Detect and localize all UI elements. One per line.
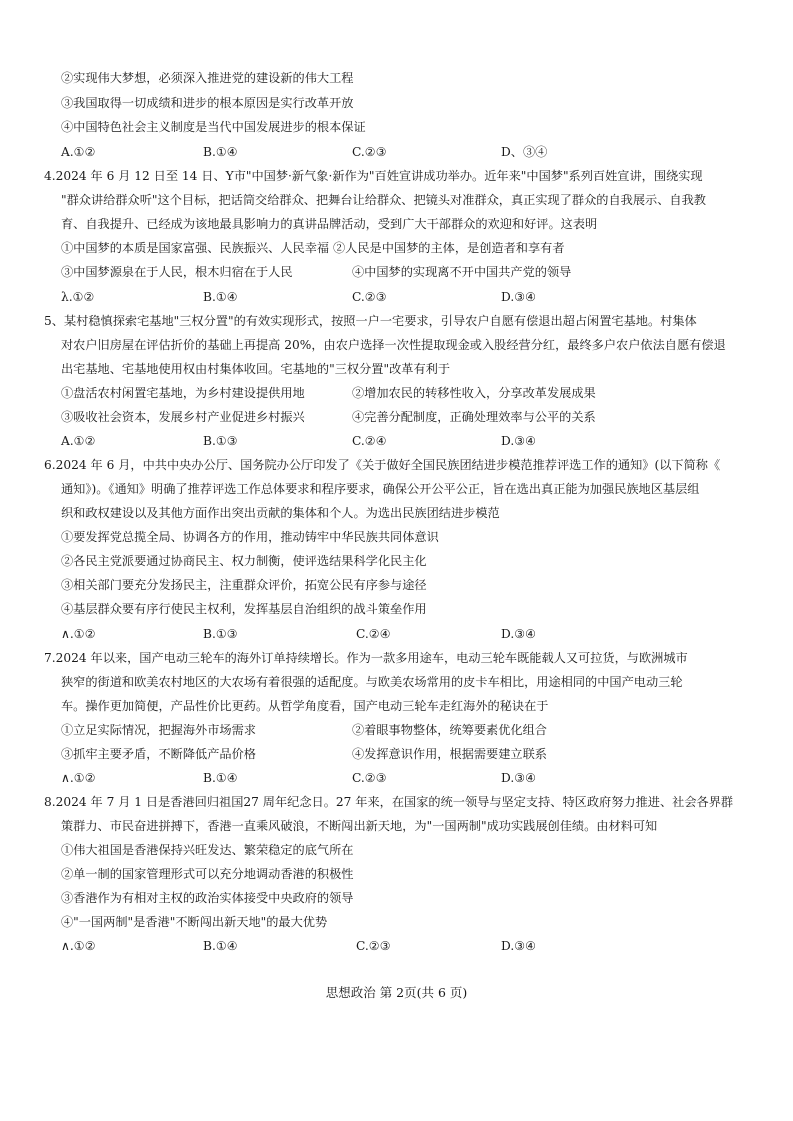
item-line: ④发挥意识作用，根据需要建立联系 (352, 747, 547, 761)
item-line: ②着眼事物整体，统筹要素优化组合 (352, 723, 547, 737)
question-stem: 育、自我提升、已经成为该地最具影响力的真讲品牌活动，受到广大干部群众的欢迎和好评。这表明 (61, 217, 598, 231)
item-line: ②实现伟大梦想，必须深入推进党的建设新的伟大工程 (61, 71, 354, 85)
question-stem: 8.2024 年 7 月 1 日是香港回归祖国27 周年纪念日。27 年来，在国家的统一领导与坚定支持、特区政府努力推进、社会各界群 (44, 795, 734, 809)
item-line: ④中国特色社会主义制度是当代中国发展进步的根本保证 (61, 120, 366, 134)
item-line: ③相关部门要充分发扬民主，注重群众评价，拓宽公民有序参与途径 (61, 578, 427, 592)
question-stem: 4.2024 年 6 月 12 日至 14 日、Y市"中国梦·新气象·新作为"百姓宣讲成功举办。近年来"中国梦"系列百姓宣讲，围绕实现 (44, 169, 703, 183)
item-line: ④完善分配制度，正确处理效率与公平的关系 (352, 410, 596, 424)
option-a: A.①② (61, 434, 96, 448)
question-stem: 7.2024 年以来，国产电动三轮车的海外订单持续增长。作为一款多用途车，电动三轮车既能载人又可拉货，与欧洲城市 (44, 651, 688, 665)
question-stem: "群众讲给群众听"这个目标，把话筒交给群众、把舞台让给群众、把镜头对准群众，真正实现了群众的自我展示、自我教 (61, 193, 706, 207)
option-d: D.③④ (501, 627, 537, 641)
option-a: λ.①② (61, 290, 95, 304)
option-b: B.①④ (203, 771, 238, 785)
question-stem: 车。操作更加简便，产品性价比更药。从哲学角度看，国产电动三轮车走红海外的秘诀在于 (61, 699, 549, 713)
question-stem: 5、某村稳慎探索宅基地"三权分置"的有效实现形式，按照一户一宅要求，引导农户自愿有偿退出超占闲置宅基地。村集体 (44, 314, 697, 328)
option-d: D.③④ (501, 290, 537, 304)
item-line: ④"一国两制"是香港"不断闯出新天地"的最大优势 (61, 915, 328, 929)
option-a: ∧.①② (61, 627, 96, 641)
option-c: C.②③ (352, 771, 387, 785)
option-c: C.②④ (352, 434, 387, 448)
question-stem: 出宅基地、宅基地使用权由村集体收回。宅基地的"三权分置"改革有利于 (61, 362, 451, 376)
item-line: ①盘活农村闲置宅基地，为乡村建设提供用地 (61, 386, 305, 400)
question-stem: 通知》)。《通知》明确了推荐评选工作总体要求和程序要求，确保公开公平公正，旨在选出真正能为加强民族地区基层组 (61, 482, 700, 496)
option-b: B.①③ (203, 434, 238, 448)
option-d: D、③④ (501, 145, 548, 159)
option-d: D.③④ (501, 434, 537, 448)
item-line: ④中国梦的实现离不开中国共产党的领导 (352, 265, 572, 279)
option-b: B.①④ (203, 939, 238, 953)
item-line: ③抓牢主要矛盾，不断降低产品价格 (61, 747, 256, 761)
item-line: ④基层群众要有序行使民主权利，发挥基层自治组织的战斗策垒作用 (61, 602, 427, 616)
option-c: C.②③ (352, 145, 387, 159)
item-line: ③香港作为有相对主权的政治实体接受中央政府的领导 (61, 891, 354, 905)
option-b: B.①④ (203, 145, 238, 159)
item-line: ③吸收社会资本，发展乡村产业促进乡村振兴 (61, 410, 305, 424)
option-c: C.②④ (356, 627, 391, 641)
option-c: C.②③ (356, 939, 391, 953)
option-a: A.①② (61, 145, 96, 159)
option-a: ∧.①② (61, 771, 96, 785)
question-stem: 策群力、市民奋进拼搏下，香港一直乘风破浪，不断闯出新天地，为"一国两制"成功实践展创佳绩。由材料可知 (61, 819, 658, 833)
option-d: D.③④ (501, 939, 537, 953)
option-b: B.①④ (203, 290, 238, 304)
item-line: ③我国取得一切成绩和进步的根本原因是实行改革开放 (61, 96, 354, 110)
item-line: ②各民主党派要通过协商民主、权力制衡，使评选结果科学化民主化 (61, 554, 427, 568)
item-line: ②单一制的国家管理形式可以充分地调动香港的积极性 (61, 867, 354, 881)
option-a: ∧.①② (61, 939, 96, 953)
item-line: ①立足实际情况，把握海外市场需求 (61, 723, 256, 737)
question-stem: 狭窄的街道和欧美农村地区的大农场有着很强的适配度。与欧美农场常用的皮卡车相比，用途相同的中国产电动三轮 (61, 675, 683, 689)
item-line: ①伟大祖国是香港保持兴旺发达、繁荣稳定的底气所在 (61, 843, 354, 857)
item-line: ①要发挥党总揽全局、协调各方的作用，推动铸牢中华民族共同体意识 (61, 530, 439, 544)
question-stem: 织和政权建设以及其他方面作出突出贡献的集体和个人。为选出民族团结进步模范 (61, 506, 500, 520)
item-line: ②增加农民的转移性收入，分享改革发展成果 (352, 386, 596, 400)
option-c: C.②③ (352, 290, 387, 304)
question-stem: 对农户旧房屋在评估折价的基础上再提高 20%，由农户选择一次性提取现金或入股经营分红，最终多户农户依法自愿有偿退 (61, 338, 726, 352)
item-line: ①中国梦的本质是国家富强、民族振兴、人民幸福 ②人民是中国梦的主体，是创造者和享有者 (61, 241, 565, 255)
page-footer: 思想政治 第 2页(共 6 页) (325, 985, 468, 1000)
item-line: ③中国梦源泉在于人民，根木归宿在于人民 (61, 265, 293, 279)
question-stem: 6.2024 年 6 月，中共中央办公厅、国务院办公厅印发了《关于做好全国民族团结进步模范推荐评选工作的通知》(以下简称《 (44, 458, 721, 472)
option-d: D.③④ (501, 771, 537, 785)
option-b: B.①③ (203, 627, 238, 641)
